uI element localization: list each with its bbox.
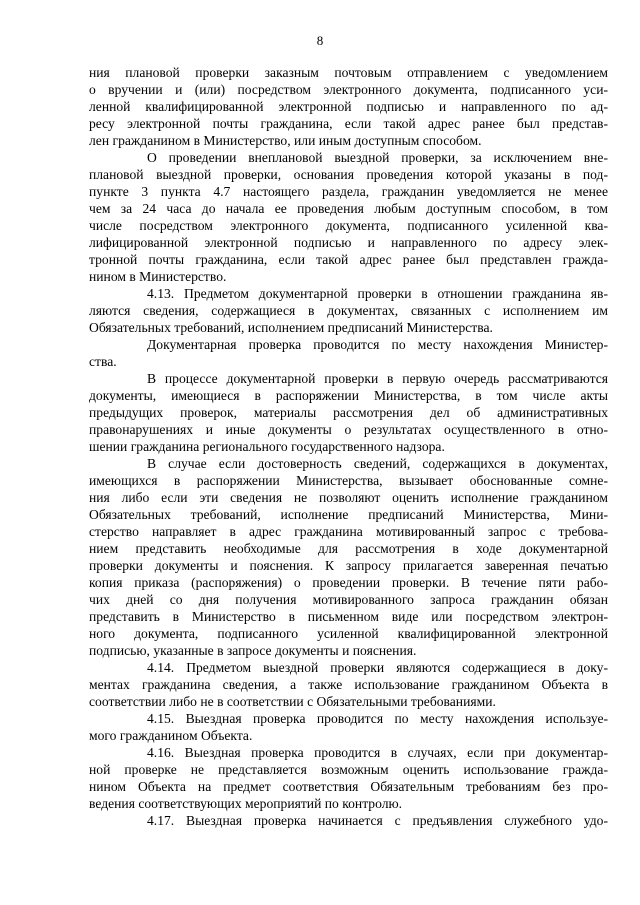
text-line: нином Объекта на предмет соответствия Обязательным требованиям без про- bbox=[89, 779, 608, 794]
text-line: 4.13. Предметом документарной проверки в отношении гражданина яв- bbox=[147, 286, 608, 301]
text-line: ния плановой проверки заказным почтовым отправлением с уведомлением bbox=[89, 65, 608, 80]
text-line: нином в Министерство. bbox=[89, 269, 227, 284]
text-line: ной проверке не представляется возможным оценить использование гражда- bbox=[89, 762, 608, 777]
text-line: ния либо если эти сведения не позволяют оценить исполнение гражданином bbox=[89, 490, 608, 505]
text-line: стерство направляет в адрес гражданина мотивированный запрос с требова- bbox=[89, 524, 608, 539]
text-line: ментах гражданина сведения, а также использование гражданином Объекта в bbox=[89, 677, 608, 692]
text-line: о вручении и (или) посредством электронного документа, подписанного уси- bbox=[89, 82, 608, 97]
text-line: правонарушениях и иные документы о результатах осуществленного в отно- bbox=[89, 422, 608, 437]
text-line: ленной квалифицированной электронной подписью и направленного по ад- bbox=[89, 99, 608, 114]
text-line: числе посредством электронного документа, подписанного усиленной ква- bbox=[89, 218, 608, 233]
text-line: лифицированной электронной подписью и направленного по адресу элек- bbox=[89, 235, 608, 250]
text-line: Обязательных требований, исполнением предписаний Министерства. bbox=[89, 320, 493, 335]
text-line: проверки документы и пояснения. К запросу прилагается заверенная печатью bbox=[89, 558, 608, 573]
text-line: В процессе документарной проверки в первую очередь рассматриваются bbox=[147, 371, 608, 386]
text-line: тронной почты гражданина, если такой адрес ранее был представлен гражда- bbox=[89, 252, 608, 267]
text-line: нием представить необходимые для рассмотрения в ходе документарной bbox=[89, 541, 608, 556]
text-line: имеющихся в распоряжении Министерства, вызывает обоснованные сомне- bbox=[89, 473, 608, 488]
text-line: пункте 3 пункта 4.7 настоящего раздела, гражданин уведомляется не менее bbox=[89, 184, 608, 199]
text-line: шении гражданина регионального государственного надзора. bbox=[89, 439, 445, 454]
text-line: чем за 24 часа до начала ее проведения любым доступным способом, в том bbox=[89, 201, 608, 216]
text-line: ресу электронной почты гражданина, если такой адрес ранее был представ- bbox=[89, 116, 608, 131]
text-line: копия приказа (распоряжения) о проведении проверки. В течение пяти рабо- bbox=[89, 575, 608, 590]
text-line: подписью, указанные в запросе документы и пояснения. bbox=[89, 643, 417, 658]
text-line: 4.14. Предметом выездной проверки являются содержащиеся в доку- bbox=[147, 660, 608, 675]
text-line: ного документа, подписанного усиленной квалифицированной электронной bbox=[89, 626, 608, 641]
text-line: 4.17. Выездная проверка начинается с предъявления служебного удо- bbox=[147, 813, 608, 828]
page-number: 8 bbox=[316, 33, 324, 48]
text-line: Обязательных требований, исполнение предписаний Министерства, Мини- bbox=[89, 507, 608, 522]
text-line: соответствии либо не в соответствии с Обязательными требованиями. bbox=[89, 694, 496, 709]
text-line: 4.16. Выездная проверка проводится в случаях, если при документар- bbox=[147, 745, 608, 760]
text-line: предыдущих проверок, материалы рассмотрения дел об административных bbox=[89, 405, 608, 420]
text-line: лен гражданином в Министерство, или иным доступным способом. bbox=[89, 133, 482, 148]
text-line: ведения соответствующих мероприятий по контролю. bbox=[89, 796, 403, 811]
text-line: чих дней со дня получения мотивированного запроса гражданин обязан bbox=[89, 592, 608, 607]
text-line: ляются сведения, содержащиеся в документах, связанных с исполнением им bbox=[89, 303, 608, 318]
text-line: документы, имеющиеся в распоряжении Министерства, в том числе акты bbox=[89, 388, 608, 403]
text-line: представить в Министерство в письменном виде или посредством электрон- bbox=[89, 609, 608, 624]
text-line: ства. bbox=[89, 354, 117, 369]
text-line: 4.15. Выездная проверка проводится по месту нахождения используе- bbox=[147, 711, 608, 726]
text-line: О проведении внеплановой выездной проверки, за исключением вне- bbox=[147, 150, 608, 165]
text-line: Документарная проверка проводится по месту нахождения Министер- bbox=[147, 337, 608, 352]
text-line: В случае если достоверность сведений, содержащихся в документах, bbox=[147, 456, 608, 471]
text-line: плановой выездной проверки, основания проведения которой указаны в под- bbox=[89, 167, 608, 182]
text-line: мого гражданином Объекта. bbox=[89, 728, 253, 743]
